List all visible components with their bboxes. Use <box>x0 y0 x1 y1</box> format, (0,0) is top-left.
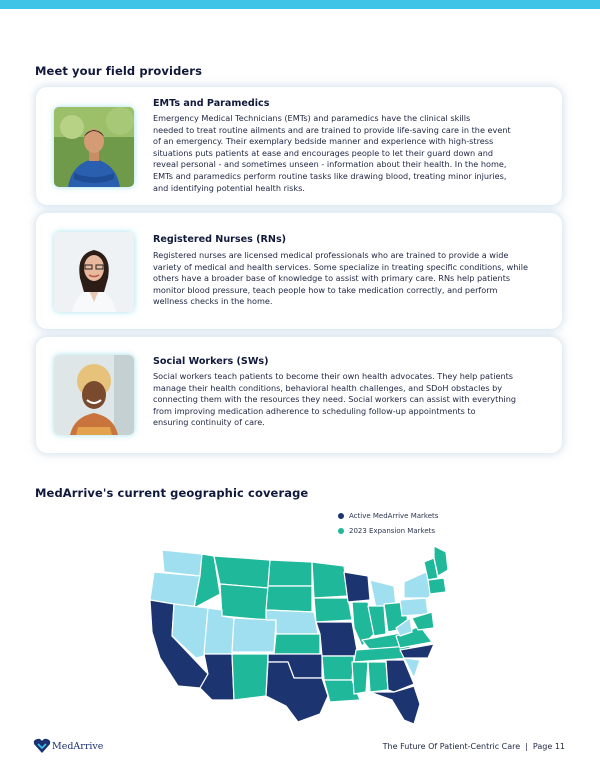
state-mn <box>312 562 348 598</box>
section-heading-providers: Meet your field providers <box>35 64 203 78</box>
state-wi <box>344 572 370 602</box>
state-pa <box>400 598 428 616</box>
provider-description: Registered nurses are licensed medical professionals who are trained to provide a wide variety of medical and health services. Some specialize in treating specific conditions, while others have a broader base of knowledge to assist with primary care. RNs help patients monitor blood pressure, teach people how to take medication correctly, and perform wellness checks in the home. <box>153 250 528 307</box>
provider-card-sw <box>35 336 563 454</box>
state-sd <box>266 586 312 612</box>
footer-title: The Future Of Patient-Centric Care | Page 11 <box>382 742 565 751</box>
provider-title: Social Workers (SWs) <box>153 356 269 367</box>
legend-item-expansion: 2023 Expansion Markets <box>338 527 435 535</box>
emt-photo <box>54 107 134 187</box>
expansion-dot-icon <box>338 528 344 534</box>
medarrive-logo-icon <box>33 738 51 754</box>
us-coverage-map <box>148 536 448 726</box>
rn-photo <box>54 232 134 312</box>
state-ia <box>314 598 352 622</box>
state-co <box>232 618 276 652</box>
state-mt <box>214 556 270 588</box>
provider-card-emt <box>35 86 563 206</box>
sw-photo <box>54 355 134 435</box>
state-mo <box>316 622 358 656</box>
top-accent-bar <box>0 0 600 9</box>
section-heading-coverage: MedArrive's current geographic coverage <box>35 486 309 500</box>
state-ar <box>322 656 354 680</box>
active-dot-icon <box>338 513 344 519</box>
state-fl <box>370 686 420 724</box>
state-ma-ct-ri <box>428 578 446 594</box>
provider-description: Social workers teach patients to become their own health advocates. They help patients manage their health conditions, behavioral health challenges, and SDoH obstacles by connecting them with the resources they need. Social workers can assist with everything from improving medication adherence to scheduling follow-up appointments to ensuring continuity of care. <box>153 371 517 428</box>
page-number: Page 11 <box>532 742 565 751</box>
provider-description: Emergency Medical Technicians (EMTs) and paramedics have the clinical skills needed to treat routine ailments and are trained to provide life-saving care in the event of an emergency. Their exemplary bedside manner and experience with high-stress situations puts patients at ease and encourages people to let their guard down and reveal personal - and sometimes unseen - information about their health. In the home, EMTs and paramedics perform routine tasks like drawing blood, treating minor injuries, and identifying potential health risks. <box>153 113 511 193</box>
provider-card-rn <box>35 212 563 330</box>
state-nm <box>232 654 268 700</box>
state-wa <box>162 550 202 576</box>
state-wy <box>220 584 268 620</box>
footer-brand: MedArrive <box>52 741 104 752</box>
provider-title: EMTs and Paramedics <box>153 98 270 109</box>
legend-item-active: Active MedArrive Markets <box>338 512 438 520</box>
state-ms <box>352 662 368 694</box>
state-ks <box>274 634 320 654</box>
state-nd <box>268 560 312 586</box>
state-al <box>368 662 388 692</box>
provider-title: Registered Nurses (RNs) <box>153 234 287 245</box>
